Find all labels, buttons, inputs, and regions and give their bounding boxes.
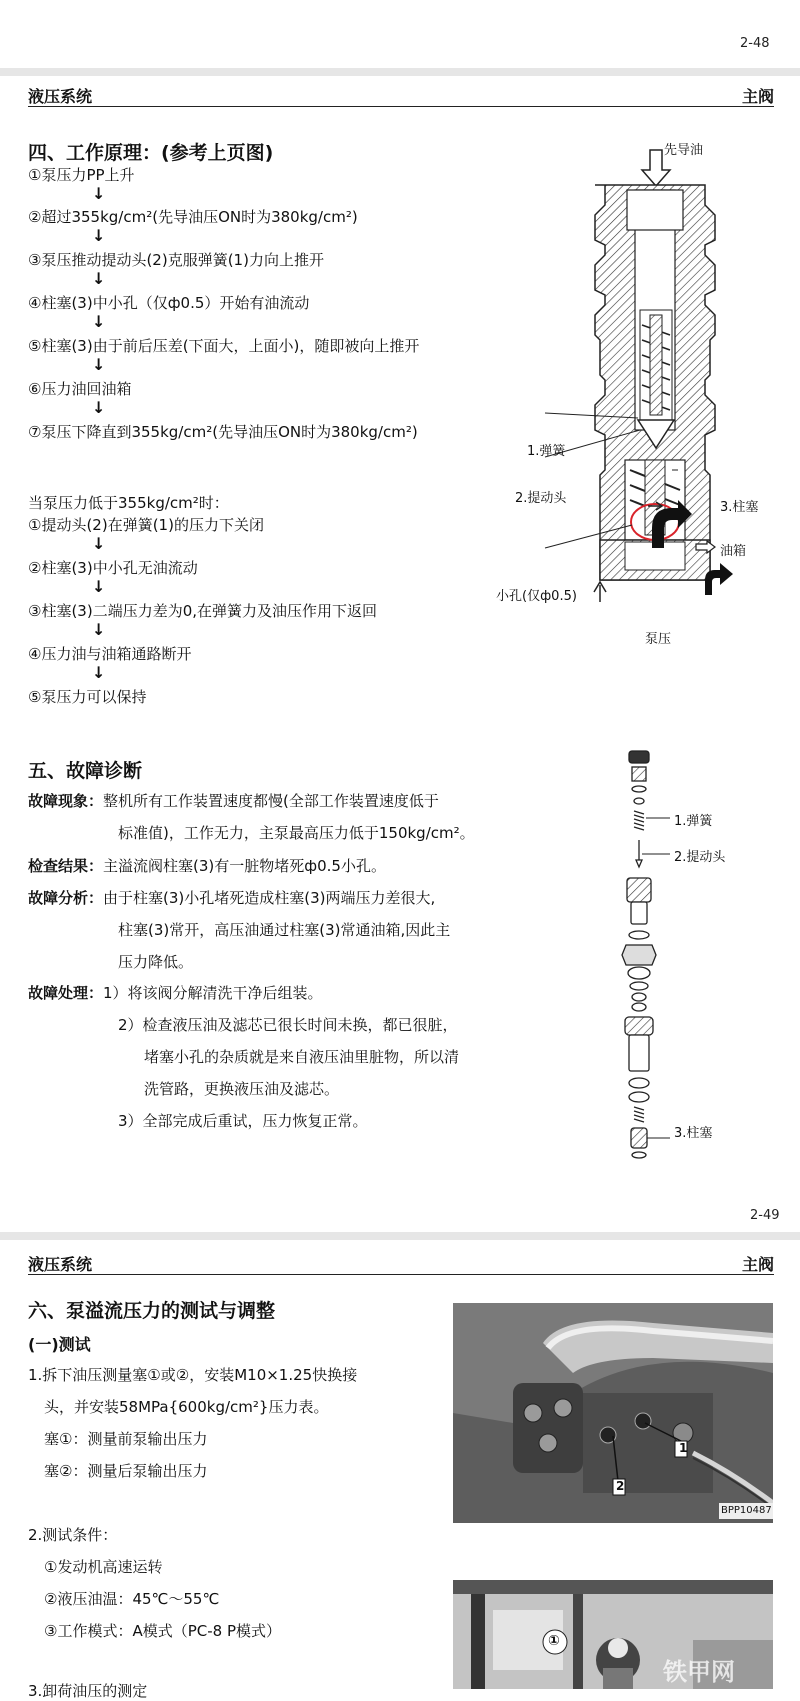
test-item1-cont: 塞②：测量后泵输出压力 — [44, 1462, 208, 1480]
header-left: 液压系统 — [28, 87, 93, 106]
step-up: ⑤柱塞(3)由于前后压差(下面大，上面小)，随即被向上推开 — [28, 337, 420, 355]
flow-arrow: ↓ — [92, 226, 106, 245]
parts-label-poppet: 2.提动头 — [674, 850, 726, 865]
flow-arrow: ↓ — [92, 577, 106, 596]
watermark: 铁甲网 — [663, 1658, 735, 1686]
test-item3-partial: 3.卸荷油压的测定 — [28, 1682, 148, 1700]
pump-photo-image — [453, 1303, 773, 1523]
fault-symptom-text-cont: 标准值)，工作无力，主泵最高压力低于150kg/cm²。 — [118, 824, 475, 842]
subsection-title: (一)测试 — [28, 1335, 91, 1354]
photo-code: BPP10487 — [721, 1505, 772, 1516]
fault-analysis-text-cont: 柱塞(3)常开，高压油通过柱塞(3)常通油箱,因此主 — [118, 921, 451, 939]
step-down: ⑤泵压力可以保持 — [28, 688, 147, 706]
fault-result-text: 主溢流阀柱塞(3)有一脏物堵死ф0.5小孔。 — [103, 857, 386, 875]
label-poppet: 2.提动头 — [515, 491, 567, 506]
test-condition: ③工作模式：A模式（PC-8 P模式） — [44, 1622, 281, 1640]
test-item1-cont: 塞①：测量前泵输出压力 — [44, 1430, 208, 1448]
cab-photo-marker: ① — [548, 1633, 560, 1649]
fault-analysis-label: 故障分析： — [28, 889, 104, 907]
parts-label-spring: 1.弹簧 — [674, 814, 713, 829]
return-bent-arrow-icon — [700, 562, 734, 596]
fault-result-row — [28, 855, 386, 876]
pump-photo — [453, 1303, 773, 1523]
label-pump-pressure: 泵压 — [645, 632, 672, 647]
fault-result-label: 检查结果： — [28, 857, 104, 875]
low-pressure-intro: 当泵压力低于355kg/cm²时： — [28, 494, 229, 512]
fault-analysis-text-cont: 压力降低。 — [118, 953, 194, 971]
header-right: 主阀 — [741, 87, 774, 106]
page-header — [28, 84, 774, 107]
fault-fix-text: 1）将该阀分解清洗干净后组装。 — [103, 984, 323, 1002]
flow-arrow: ↓ — [92, 620, 106, 639]
fault-symptom-text: 整机所有工作装置速度都慢(全部工作装置速度低于 — [103, 792, 439, 810]
flow-arrow: ↓ — [92, 184, 106, 203]
fault-fix-row — [28, 982, 323, 1003]
fault-analysis-row — [28, 887, 435, 908]
flow-arrow: ↓ — [92, 269, 106, 288]
photo-marker-1: 1 — [679, 1441, 688, 1455]
page-header — [28, 1252, 774, 1275]
flow-arrow: ↓ — [92, 398, 106, 417]
label-small-hole: 小孔(仅ф0.5) — [496, 589, 577, 604]
section6-title: 六、泵溢流压力的测试与调整 — [28, 1300, 276, 1322]
step-down: ④压力油与油箱通路断开 — [28, 645, 192, 663]
step-up: ⑦泵压下降直到355kg/cm²(先导油压ON时为380kg/cm²) — [28, 423, 418, 441]
step-up: ④柱塞(3)中小孔（仅ф0.5）开始有油流动 — [28, 294, 310, 312]
section4-title: 四、工作原理：(参考上页图) — [28, 142, 274, 164]
test-condition: ①发动机高速运转 — [44, 1558, 163, 1576]
page-separator — [0, 1232, 800, 1240]
page-number-bottom: 2-49 — [750, 1208, 780, 1223]
step-up: ①泵压力PP上升 — [28, 166, 135, 184]
fault-fix-text-cont: 堵塞小孔的杂质就是来自液压油里脏物，所以清 — [144, 1048, 460, 1066]
test-condition: ②液压油温：45℃～55℃ — [44, 1590, 220, 1608]
label-plunger: 3.柱塞 — [720, 500, 759, 515]
fault-fix-text-cont: 2）检查液压油及滤芯已很长时间未换，都已很脏， — [118, 1016, 458, 1034]
fault-fix-text-cont: 3）全部完成后重试，压力恢复正常。 — [118, 1112, 368, 1130]
fault-fix-text-cont: 洗管路，更换液压油及滤芯。 — [144, 1080, 340, 1098]
step-down: ③柱塞(3)二端压力差为0,在弹簧力及油压作用下返回 — [28, 602, 378, 620]
label-spring: 1.弹簧 — [527, 444, 566, 459]
test-item2-title: 2.测试条件： — [28, 1526, 118, 1544]
flow-arrow: ↓ — [92, 355, 106, 374]
cab-photo — [453, 1580, 773, 1689]
step-down: ①提动头(2)在弹簧(1)的压力下关闭 — [28, 516, 264, 534]
parts-label-plunger: 3.柱塞 — [674, 1126, 713, 1141]
test-item1-cont: 头，并安装58MPa{600kg/cm²}压力表。 — [44, 1398, 329, 1416]
tank-outline-arrow-icon — [695, 540, 717, 554]
step-up: ②超过355kg/cm²(先导油压ON时为380kg/cm²) — [28, 208, 358, 226]
step-down: ②柱塞(3)中小孔无油流动 — [28, 559, 198, 577]
step-up: ⑥压力油回油箱 — [28, 380, 132, 398]
relief-valve-section-diagram — [500, 130, 800, 650]
flow-arrow: ↓ — [92, 663, 106, 682]
header-left: 液压系统 — [28, 1255, 93, 1274]
exploded-parts-diagram — [610, 745, 670, 1165]
step-up: ③泵压推动提动头(2)克服弹簧(1)力向上推开 — [28, 251, 324, 269]
page-number-top: 2-48 — [740, 36, 770, 51]
fault-symptom-label: 故障现象： — [28, 792, 104, 810]
page-separator — [0, 68, 800, 76]
flow-arrow: ↓ — [92, 534, 106, 553]
flow-arrow: ↓ — [92, 312, 106, 331]
label-tank: 油箱 — [720, 544, 747, 559]
photo-marker-2: 2 — [616, 1479, 625, 1493]
header-right: 主阀 — [741, 1255, 774, 1274]
label-pilot-oil: 先导油 — [664, 143, 704, 158]
fault-fix-label: 故障处理： — [28, 984, 104, 1002]
section5-title: 五、故障诊断 — [28, 760, 143, 782]
fault-analysis-text: 由于柱塞(3)小孔堵死造成柱塞(3)两端压力差很大, — [103, 889, 436, 907]
fault-symptom-row — [28, 790, 439, 811]
pump-arrow-icon — [594, 582, 606, 602]
test-item1: 1.拆下油压测量塞①或②，安装M10×1.25快换接 — [28, 1366, 358, 1384]
